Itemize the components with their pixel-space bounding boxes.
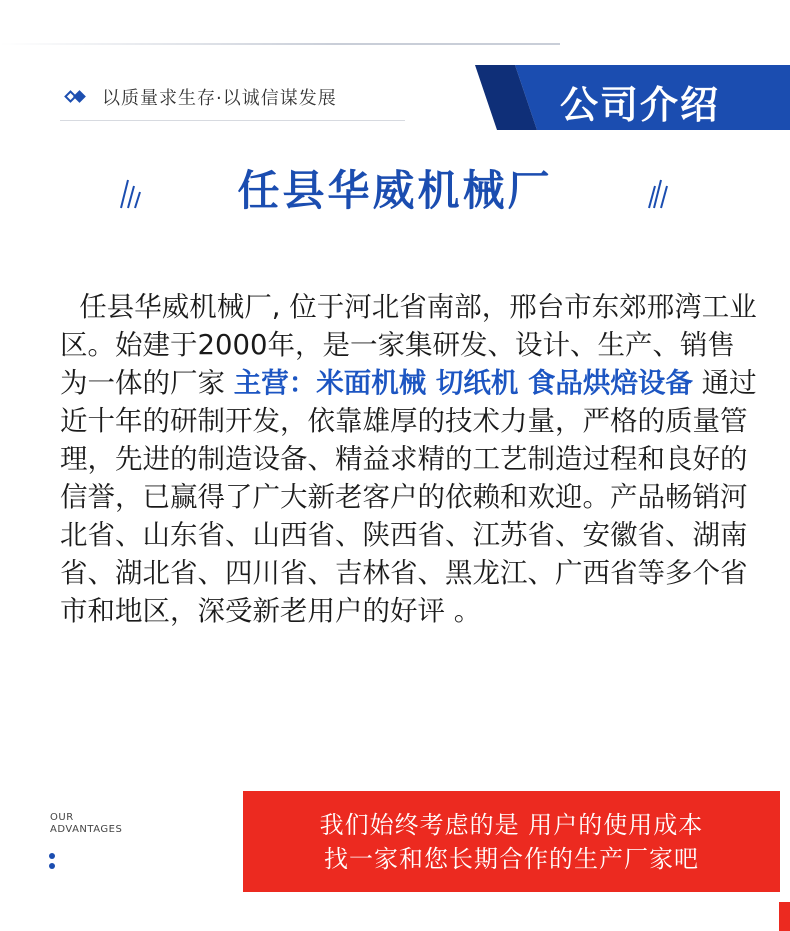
section-banner xyxy=(475,65,790,130)
top-divider xyxy=(0,43,560,45)
company-name: 任县华威机械厂 xyxy=(237,166,553,215)
intro-text-1: 任县华威机械厂, 位于河北省南部，邢台市东郊邢湾工业区。始建于2000年，是一家集研发、设计、生产、销售为一体的厂家 xyxy=(60,291,757,399)
section-title: 公司介绍 xyxy=(560,83,721,127)
promo-box xyxy=(243,791,780,892)
company-introduction xyxy=(60,288,760,630)
left-slash-decoration-icon xyxy=(118,178,146,212)
right-slash-decoration-icon xyxy=(643,178,671,212)
slogan xyxy=(64,84,337,110)
advantages-label-line2: ADVANTAGES xyxy=(50,824,123,835)
slogan-underline xyxy=(60,120,405,121)
dots-decoration-icon xyxy=(49,853,55,873)
slogan-text: 以质量求生存·以诚信谋发展 xyxy=(102,88,337,109)
main-products-highlight: 主营：米面机械 切纸机 食品烘焙设备 xyxy=(233,367,693,399)
promo-line-1: 我们始终考虑的是 用户的使用成本 xyxy=(319,810,704,839)
red-accent-bar xyxy=(779,902,790,931)
advantages-label xyxy=(50,812,122,836)
promo-line-2: 找一家和您长期合作的生产厂家吧 xyxy=(324,844,699,873)
advantages-label-line1: OUR xyxy=(50,812,74,823)
intro-text-2: 通过近十年的研制开发，依靠雄厚的技术力量，严格的质量管理，先进的制造设备、精益求精的工艺制造过程和良好的信誉，已赢得了广大新老客户的依赖和欢迎。产品畅销河北省、山东省、山西省、陕西省、江苏省、安徽省、湖南省、湖北省、四川省、吉林省、黑龙江、广西省等多个省市和地区，深受新老用户的好评 。 xyxy=(60,367,757,627)
double-diamond-icon xyxy=(64,90,90,104)
